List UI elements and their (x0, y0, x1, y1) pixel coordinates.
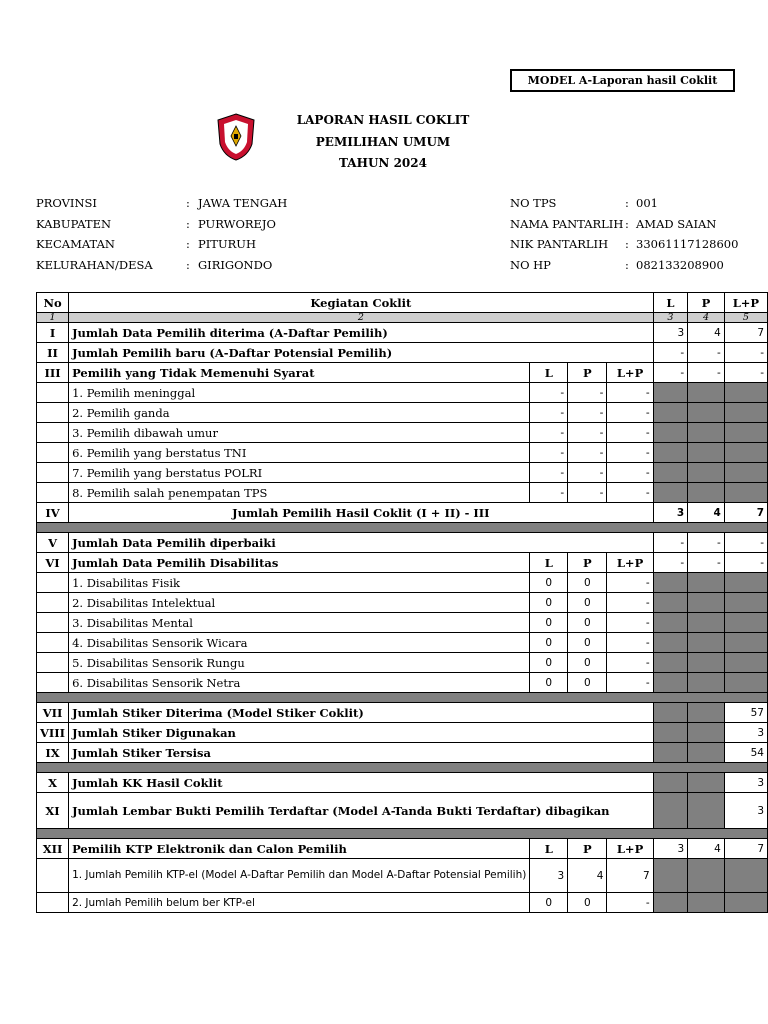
value-lp: - (607, 573, 653, 593)
table-row (37, 673, 768, 693)
empty-cell (37, 613, 69, 633)
row-label: Pemilih yang Tidak Memenuhi Syarat (69, 363, 530, 383)
value-l: - (530, 383, 568, 403)
info-label: KECAMATAN (36, 237, 115, 251)
shaded-cell (653, 483, 687, 503)
value-lp: - (607, 893, 653, 913)
table-row (37, 793, 768, 829)
shaded-cell (724, 613, 767, 633)
shaded-cell (653, 743, 687, 763)
value-lp: - (724, 363, 767, 383)
value-l: 3 (653, 839, 687, 859)
separator (37, 693, 768, 703)
shaded-cell (688, 773, 725, 793)
row-label: 2. Pemilih ganda (69, 403, 530, 423)
table-row (37, 773, 768, 793)
value-lp: - (607, 673, 653, 693)
separator-row (37, 693, 768, 703)
colon: : (186, 216, 190, 231)
shaded-cell (688, 743, 725, 763)
value-p: - (568, 403, 607, 423)
table-row (37, 593, 768, 613)
empty-cell (37, 573, 69, 593)
title-line-2: PEMILIHAN UMUM (315, 134, 451, 149)
value-p: - (688, 553, 725, 573)
value-lp: 7 (724, 503, 767, 523)
value-lp: - (607, 483, 653, 503)
info-label: NAMA PANTARLIH (510, 216, 624, 231)
table-row (37, 383, 768, 403)
col-number: 5 (724, 313, 767, 323)
table-row (37, 633, 768, 653)
value-p: - (688, 533, 725, 553)
report-title (270, 110, 496, 175)
shaded-cell (724, 463, 767, 483)
value-l: 0 (530, 613, 568, 633)
info-value: 001 (636, 196, 658, 210)
empty-cell (37, 653, 69, 673)
value-l: 0 (530, 593, 568, 613)
value-p: - (568, 423, 607, 443)
separator-row (37, 523, 768, 533)
row-label: Jumlah Lembar Bukti Pemilih Terdaftar (Model A-Tanda Bukti Terdaftar) dibagikan (69, 793, 654, 829)
shaded-cell (688, 793, 725, 829)
value-p: - (568, 383, 607, 403)
value-l: - (653, 343, 687, 363)
shaded-cell (724, 593, 767, 613)
title-line-3: TAHUN 2024 (339, 156, 427, 170)
row-label: 4. Disabilitas Sensorik Wicara (69, 633, 530, 653)
empty-cell (37, 673, 69, 693)
shaded-cell (688, 593, 725, 613)
shaded-cell (688, 673, 725, 693)
header-p: P (688, 293, 725, 313)
colon: : (625, 257, 629, 272)
value-lp: - (607, 653, 653, 673)
shaded-cell (688, 893, 725, 913)
colon: : (186, 237, 190, 251)
value-lp: - (607, 383, 653, 403)
table-row (37, 403, 768, 423)
value-lp: 57 (724, 703, 767, 723)
table-row (37, 423, 768, 443)
value-lp: - (607, 633, 653, 653)
value-p: 0 (568, 613, 607, 633)
empty-cell (37, 443, 69, 463)
info-label: KABUPATEN (36, 216, 112, 231)
table-row (37, 613, 768, 633)
value-lp: 7 (724, 323, 767, 343)
shaded-cell (653, 443, 687, 463)
table-row (37, 723, 768, 743)
shaded-cell (688, 653, 725, 673)
empty-cell (37, 483, 69, 503)
sub-header-l: L (530, 363, 568, 383)
shaded-cell (653, 893, 687, 913)
value-l: - (530, 423, 568, 443)
shaded-cell (653, 673, 687, 693)
empty-cell (37, 633, 69, 653)
shaded-cell (688, 403, 725, 423)
info-value: PURWOREJO (198, 216, 276, 231)
info-value: JAWA TENGAH (198, 196, 288, 210)
value-p: - (568, 483, 607, 503)
value-p: 0 (568, 893, 607, 913)
value-lp: - (607, 613, 653, 633)
shaded-cell (653, 463, 687, 483)
value-lp: 3 (724, 773, 767, 793)
sub-header-lp: L+P (607, 553, 653, 573)
row-label: Jumlah Stiker Tersisa (69, 743, 654, 763)
row-label: 2. Jumlah Pemilih belum ber KTP-el (69, 893, 530, 913)
header-row (37, 293, 768, 313)
separator (37, 523, 768, 533)
table-row (37, 503, 768, 523)
table-row (37, 323, 768, 343)
table-row (37, 483, 768, 503)
header-l: L (653, 293, 687, 313)
shaded-cell (724, 423, 767, 443)
info-value: 33061117128600 (636, 237, 739, 251)
value-l: 0 (530, 673, 568, 693)
table-row (37, 839, 768, 859)
shaded-cell (688, 573, 725, 593)
value-l: - (530, 403, 568, 423)
empty-cell (37, 893, 69, 913)
separator (37, 829, 768, 839)
shaded-cell (724, 383, 767, 403)
table-row (37, 653, 768, 673)
shaded-cell (724, 893, 767, 913)
shaded-cell (653, 793, 687, 829)
value-lp: - (724, 553, 767, 573)
info-value: PITURUH (198, 237, 257, 251)
value-p: - (688, 343, 725, 363)
row-label: Jumlah Data Pemilih diperbaiki (69, 533, 654, 553)
row-label: Jumlah KK Hasil Coklit (69, 773, 654, 793)
row-label: 1. Pemilih meninggal (69, 383, 530, 403)
row-label: Jumlah Stiker Digunakan (69, 723, 654, 743)
row-label: Jumlah Data Pemilih Disabilitas (69, 553, 530, 573)
shaded-cell (724, 859, 767, 893)
header-lp: L+P (724, 293, 767, 313)
separator-row (37, 763, 768, 773)
shaded-cell (724, 443, 767, 463)
value-lp: - (724, 343, 767, 363)
row-label: Jumlah Pemilih baru (A-Daftar Potensial Pemilih) (69, 343, 654, 363)
value-p: - (568, 443, 607, 463)
info-label: NO HP (510, 257, 551, 272)
table-row (37, 533, 768, 553)
shaded-cell (724, 483, 767, 503)
shaded-cell (688, 859, 725, 893)
shaded-cell (653, 773, 687, 793)
separator-row (37, 829, 768, 839)
value-p: - (688, 363, 725, 383)
shaded-cell (688, 443, 725, 463)
shaded-cell (688, 483, 725, 503)
sub-header-lp: L+P (607, 839, 653, 859)
row-label: Jumlah Stiker Diterima (Model Stiker Coklit) (69, 703, 654, 723)
shaded-cell (653, 703, 687, 723)
row-no: X (37, 773, 69, 793)
value-l: - (530, 443, 568, 463)
table-row (37, 343, 768, 363)
row-label: 7. Pemilih yang berstatus POLRI (69, 463, 530, 483)
model-label: MODEL A-Laporan hasil Coklit (510, 69, 735, 92)
row-label: 5. Disabilitas Sensorik Rungu (69, 653, 530, 673)
row-no: IV (37, 503, 69, 523)
colon: : (625, 216, 629, 231)
value-lp: - (607, 463, 653, 483)
shaded-cell (653, 613, 687, 633)
shaded-cell (688, 633, 725, 653)
row-no: I (37, 323, 69, 343)
row-no: XII (37, 839, 69, 859)
info-value: AMAD SAIAN (636, 216, 717, 231)
table-row (37, 553, 768, 573)
row-label: Pemilih KTP Elektronik dan Calon Pemilih (69, 839, 530, 859)
sub-header-p: P (568, 839, 607, 859)
shaded-cell (724, 403, 767, 423)
shaded-cell (653, 423, 687, 443)
value-l: 3 (653, 503, 687, 523)
row-no: II (37, 343, 69, 363)
coklit-table (36, 292, 768, 913)
table-row (37, 573, 768, 593)
value-lp: 7 (724, 839, 767, 859)
sub-header-l: L (530, 839, 568, 859)
sub-header-p: P (568, 363, 607, 383)
col-number: 3 (653, 313, 687, 323)
empty-cell (37, 423, 69, 443)
value-lp: 3 (724, 793, 767, 829)
row-no: XI (37, 793, 69, 829)
empty-cell (37, 403, 69, 423)
shaded-cell (724, 653, 767, 673)
shaded-cell (653, 573, 687, 593)
col-number: 1 (37, 313, 69, 323)
table-row (37, 893, 768, 913)
value-l: 3 (530, 859, 568, 893)
separator (37, 763, 768, 773)
value-p: 0 (568, 573, 607, 593)
table-row (37, 443, 768, 463)
row-no: VII (37, 703, 69, 723)
colon: : (625, 196, 629, 210)
value-lp: 7 (607, 859, 653, 893)
column-number-row (37, 313, 768, 323)
row-no: VI (37, 553, 69, 573)
shaded-cell (653, 859, 687, 893)
info-value: GIRIGONDO (198, 257, 273, 272)
sub-header-lp: L+P (607, 363, 653, 383)
shaded-cell (688, 613, 725, 633)
row-label: 2. Disabilitas Intelektual (69, 593, 530, 613)
value-lp: 3 (724, 723, 767, 743)
row-label: 1. Disabilitas Fisik (69, 573, 530, 593)
row-label: Jumlah Data Pemilih diterima (A-Daftar Pemilih) (69, 323, 654, 343)
info-left (36, 193, 336, 275)
shaded-cell (724, 673, 767, 693)
row-no: IX (37, 743, 69, 763)
row-label: 8. Pemilih salah penempatan TPS (69, 483, 530, 503)
value-lp: - (607, 423, 653, 443)
row-no: III (37, 363, 69, 383)
row-no: V (37, 533, 69, 553)
value-l: - (653, 363, 687, 383)
value-l: 0 (530, 893, 568, 913)
title-line-1: LAPORAN HASIL COKLIT (296, 113, 470, 127)
colon: : (625, 237, 629, 251)
sub-header-p: P (568, 553, 607, 573)
col-number: 2 (69, 313, 654, 323)
shaded-cell (724, 633, 767, 653)
info-label: NIK PANTARLIH (510, 237, 609, 251)
value-p: 4 (688, 839, 725, 859)
value-p: 4 (688, 323, 725, 343)
value-lp: - (607, 403, 653, 423)
row-no: VIII (37, 723, 69, 743)
kpu-logo (214, 112, 258, 162)
shaded-cell (653, 593, 687, 613)
row-label: Jumlah Pemilih Hasil Coklit (I + II) - III (69, 503, 654, 523)
table-row (37, 859, 768, 893)
value-p: 4 (568, 859, 607, 893)
empty-cell (37, 593, 69, 613)
value-l: 0 (530, 573, 568, 593)
shaded-cell (688, 723, 725, 743)
empty-cell (37, 383, 69, 403)
table-row (37, 703, 768, 723)
shaded-cell (688, 463, 725, 483)
info-right (510, 193, 768, 275)
value-l: - (653, 553, 687, 573)
value-l: - (530, 483, 568, 503)
table-row (37, 743, 768, 763)
sub-header-l: L (530, 553, 568, 573)
col-number: 4 (688, 313, 725, 323)
shaded-cell (653, 403, 687, 423)
row-label: 3. Pemilih dibawah umur (69, 423, 530, 443)
value-l: 0 (530, 633, 568, 653)
row-label: 6. Pemilih yang berstatus TNI (69, 443, 530, 463)
value-p: 0 (568, 633, 607, 653)
info-label: NO TPS (510, 196, 557, 210)
value-l: 0 (530, 653, 568, 673)
value-l: 3 (653, 323, 687, 343)
value-p: 0 (568, 673, 607, 693)
empty-cell (37, 463, 69, 483)
header-kegiatan: Kegiatan Coklit (69, 293, 654, 313)
value-p: - (568, 463, 607, 483)
colon: : (186, 257, 190, 272)
row-label: 1. Jumlah Pemilih KTP-el (Model A-Daftar Pemilih dan Model A-Daftar Potensial Pemilih) (69, 859, 530, 893)
value-lp: - (724, 533, 767, 553)
value-lp: - (607, 593, 653, 613)
value-lp: 54 (724, 743, 767, 763)
value-l: - (653, 533, 687, 553)
value-l: - (530, 463, 568, 483)
row-label: 6. Disabilitas Sensorik Netra (69, 673, 530, 693)
info-label: PROVINSI (36, 196, 97, 210)
shaded-cell (724, 573, 767, 593)
shaded-cell (688, 423, 725, 443)
value-lp: - (607, 443, 653, 463)
shaded-cell (688, 383, 725, 403)
shaded-cell (653, 723, 687, 743)
row-label: 3. Disabilitas Mental (69, 613, 530, 633)
value-p: 4 (688, 503, 725, 523)
table-row (37, 363, 768, 383)
info-value: 082133208900 (636, 257, 724, 272)
shaded-cell (653, 383, 687, 403)
colon: : (186, 196, 190, 210)
value-p: 0 (568, 593, 607, 613)
shaded-cell (653, 633, 687, 653)
empty-cell (37, 859, 69, 893)
shaded-cell (653, 653, 687, 673)
shaded-cell (688, 703, 725, 723)
value-p: 0 (568, 653, 607, 673)
info-label: KELURAHAN/DESA (36, 257, 153, 272)
table-row (37, 463, 768, 483)
header-no: No (37, 293, 69, 313)
